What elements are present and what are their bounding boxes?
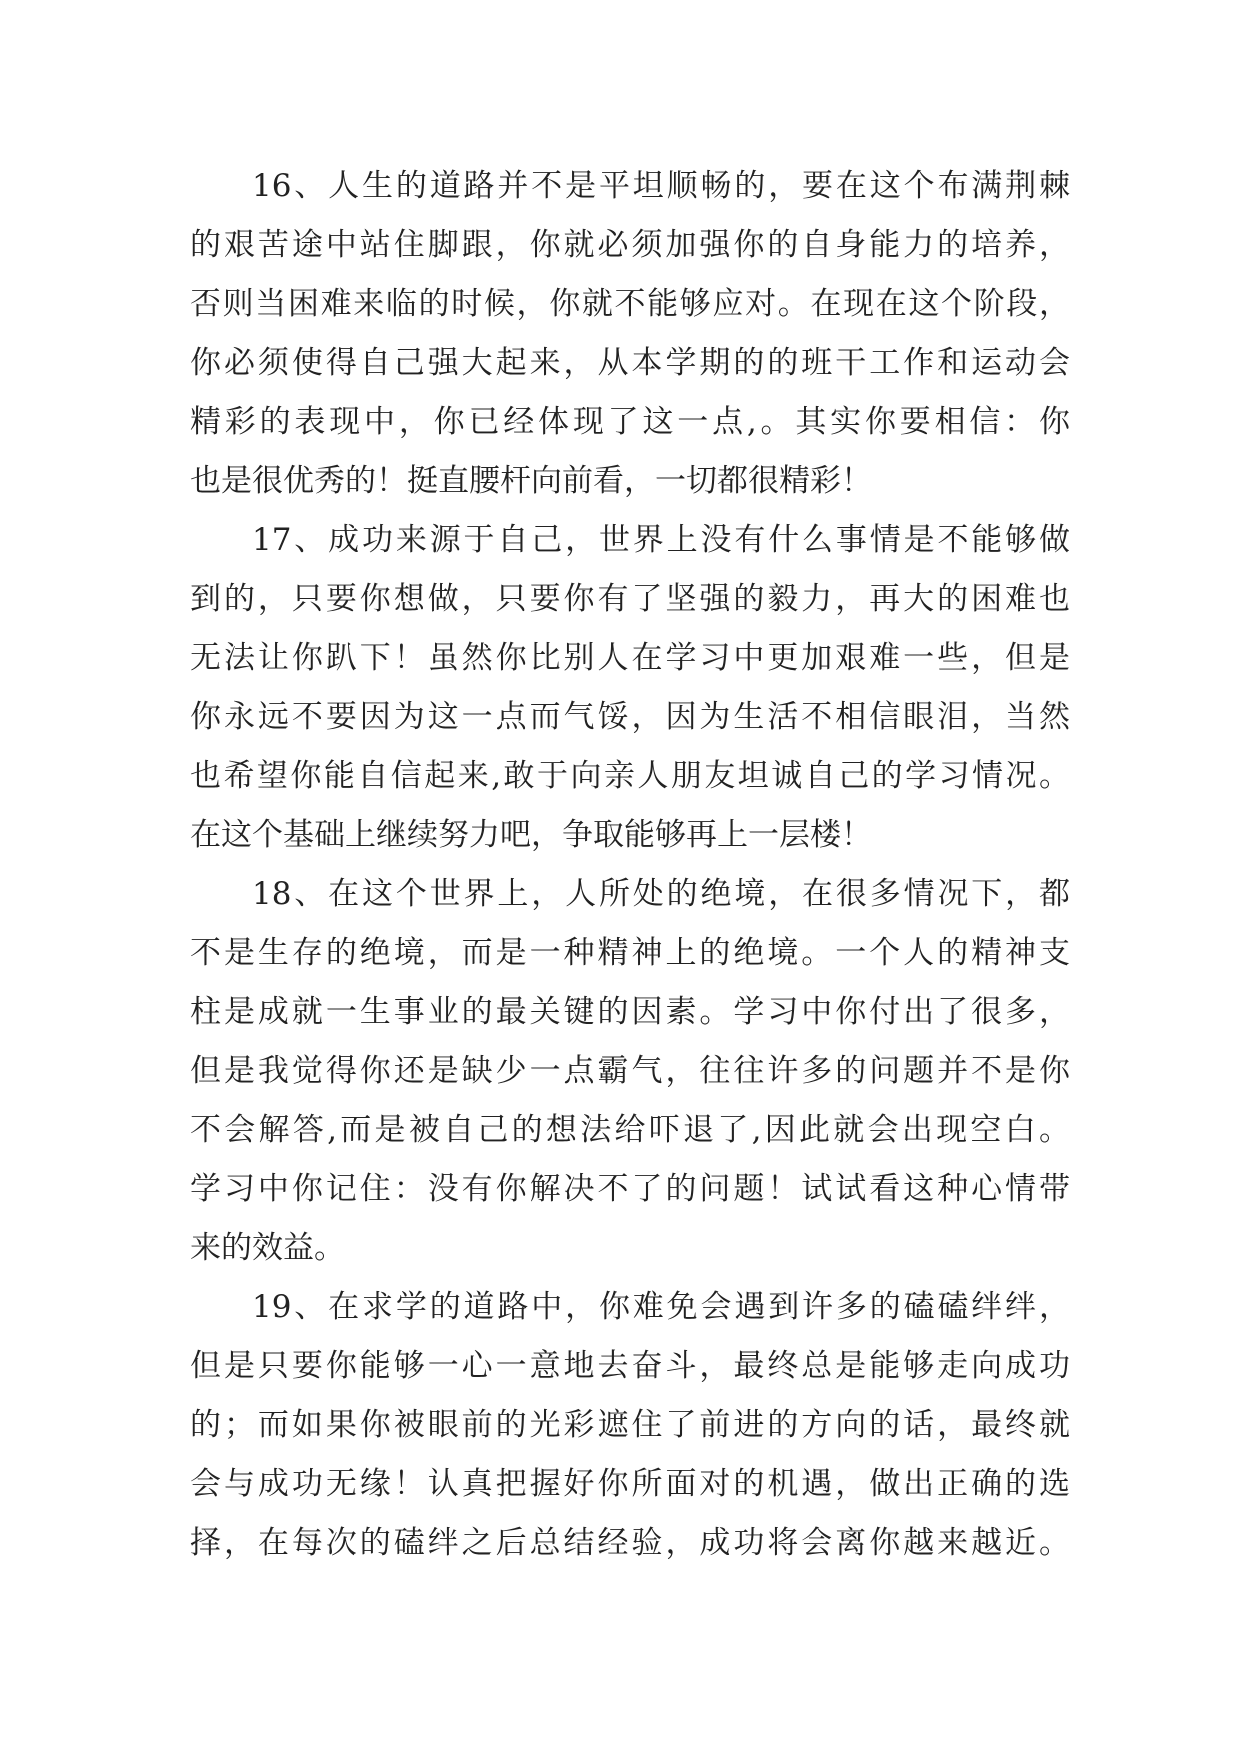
text-line: 的艰苦途中站住脚跟，你就必须加强你的自身能力的培养， xyxy=(190,227,1070,263)
text-line: 18、在这个世界上，人所处的绝境，在很多情况下，都 xyxy=(252,876,1070,912)
text-line: 16、人生的道路并不是平坦顺畅的，要在这个布满荆棘 xyxy=(252,168,1070,204)
paragraph-17 xyxy=(190,511,1070,865)
text-line: 不会解答,而是被自己的想法给吓退了,因此就会出现空白。 xyxy=(190,1112,1070,1148)
paragraph-18 xyxy=(190,865,1070,1278)
text-line: 在这个基础上继续努力吧，争取能够再上一层楼！ xyxy=(190,817,872,853)
text-line: 学习中你记住：没有你解决不了的问题！试试看这种心情带 xyxy=(190,1171,1070,1207)
paragraph-16 xyxy=(190,157,1070,511)
text-line: 择，在每次的磕绊之后总结经验，成功将会离你越来越近。 xyxy=(190,1525,1070,1561)
text-line: 柱是成就一生事业的最关键的因素。学习中你付出了很多， xyxy=(190,994,1070,1030)
text-line: 不是生存的绝境，而是一种精神上的绝境。一个人的精神支 xyxy=(190,935,1070,971)
text-line: 的；而如果你被眼前的光彩遮住了前进的方向的话，最终就 xyxy=(190,1407,1070,1443)
text-line: 无法让你趴下！虽然你比别人在学习中更加艰难一些，但是 xyxy=(190,640,1070,676)
text-line: 到的，只要你想做，只要你有了坚强的毅力，再大的困难也 xyxy=(190,581,1070,617)
text-line: 精彩的表现中，你已经体现了这一点,。其实你要相信：你 xyxy=(190,404,1070,440)
document-body xyxy=(190,157,1070,1573)
text-line: 来的效益。 xyxy=(190,1230,345,1266)
paragraph-19 xyxy=(190,1278,1070,1573)
text-line: 会与成功无缘！认真把握好你所面对的机遇，做出正确的选 xyxy=(190,1466,1070,1502)
text-line: 你永远不要因为这一点而气馁，因为生活不相信眼泪，当然 xyxy=(190,699,1070,735)
text-line: 17、成功来源于自己，世界上没有什么事情是不能够做 xyxy=(252,522,1070,558)
text-line: 否则当困难来临的时候，你就不能够应对。在现在这个阶段， xyxy=(190,286,1070,322)
text-line: 但是只要你能够一心一意地去奋斗，最终总是能够走向成功 xyxy=(190,1348,1070,1384)
text-line: 也是很优秀的！挺直腰杆向前看，一切都很精彩！ xyxy=(190,463,872,499)
text-line: 也希望你能自信起来,敢于向亲人朋友坦诚自己的学习情况。 xyxy=(190,758,1070,794)
text-line: 但是我觉得你还是缺少一点霸气，往往许多的问题并不是你 xyxy=(190,1053,1070,1089)
text-line: 你必须使得自己强大起来，从本学期的的班干工作和运动会 xyxy=(190,345,1070,381)
text-line: 19、在求学的道路中，你难免会遇到许多的磕磕绊绊， xyxy=(252,1289,1070,1325)
